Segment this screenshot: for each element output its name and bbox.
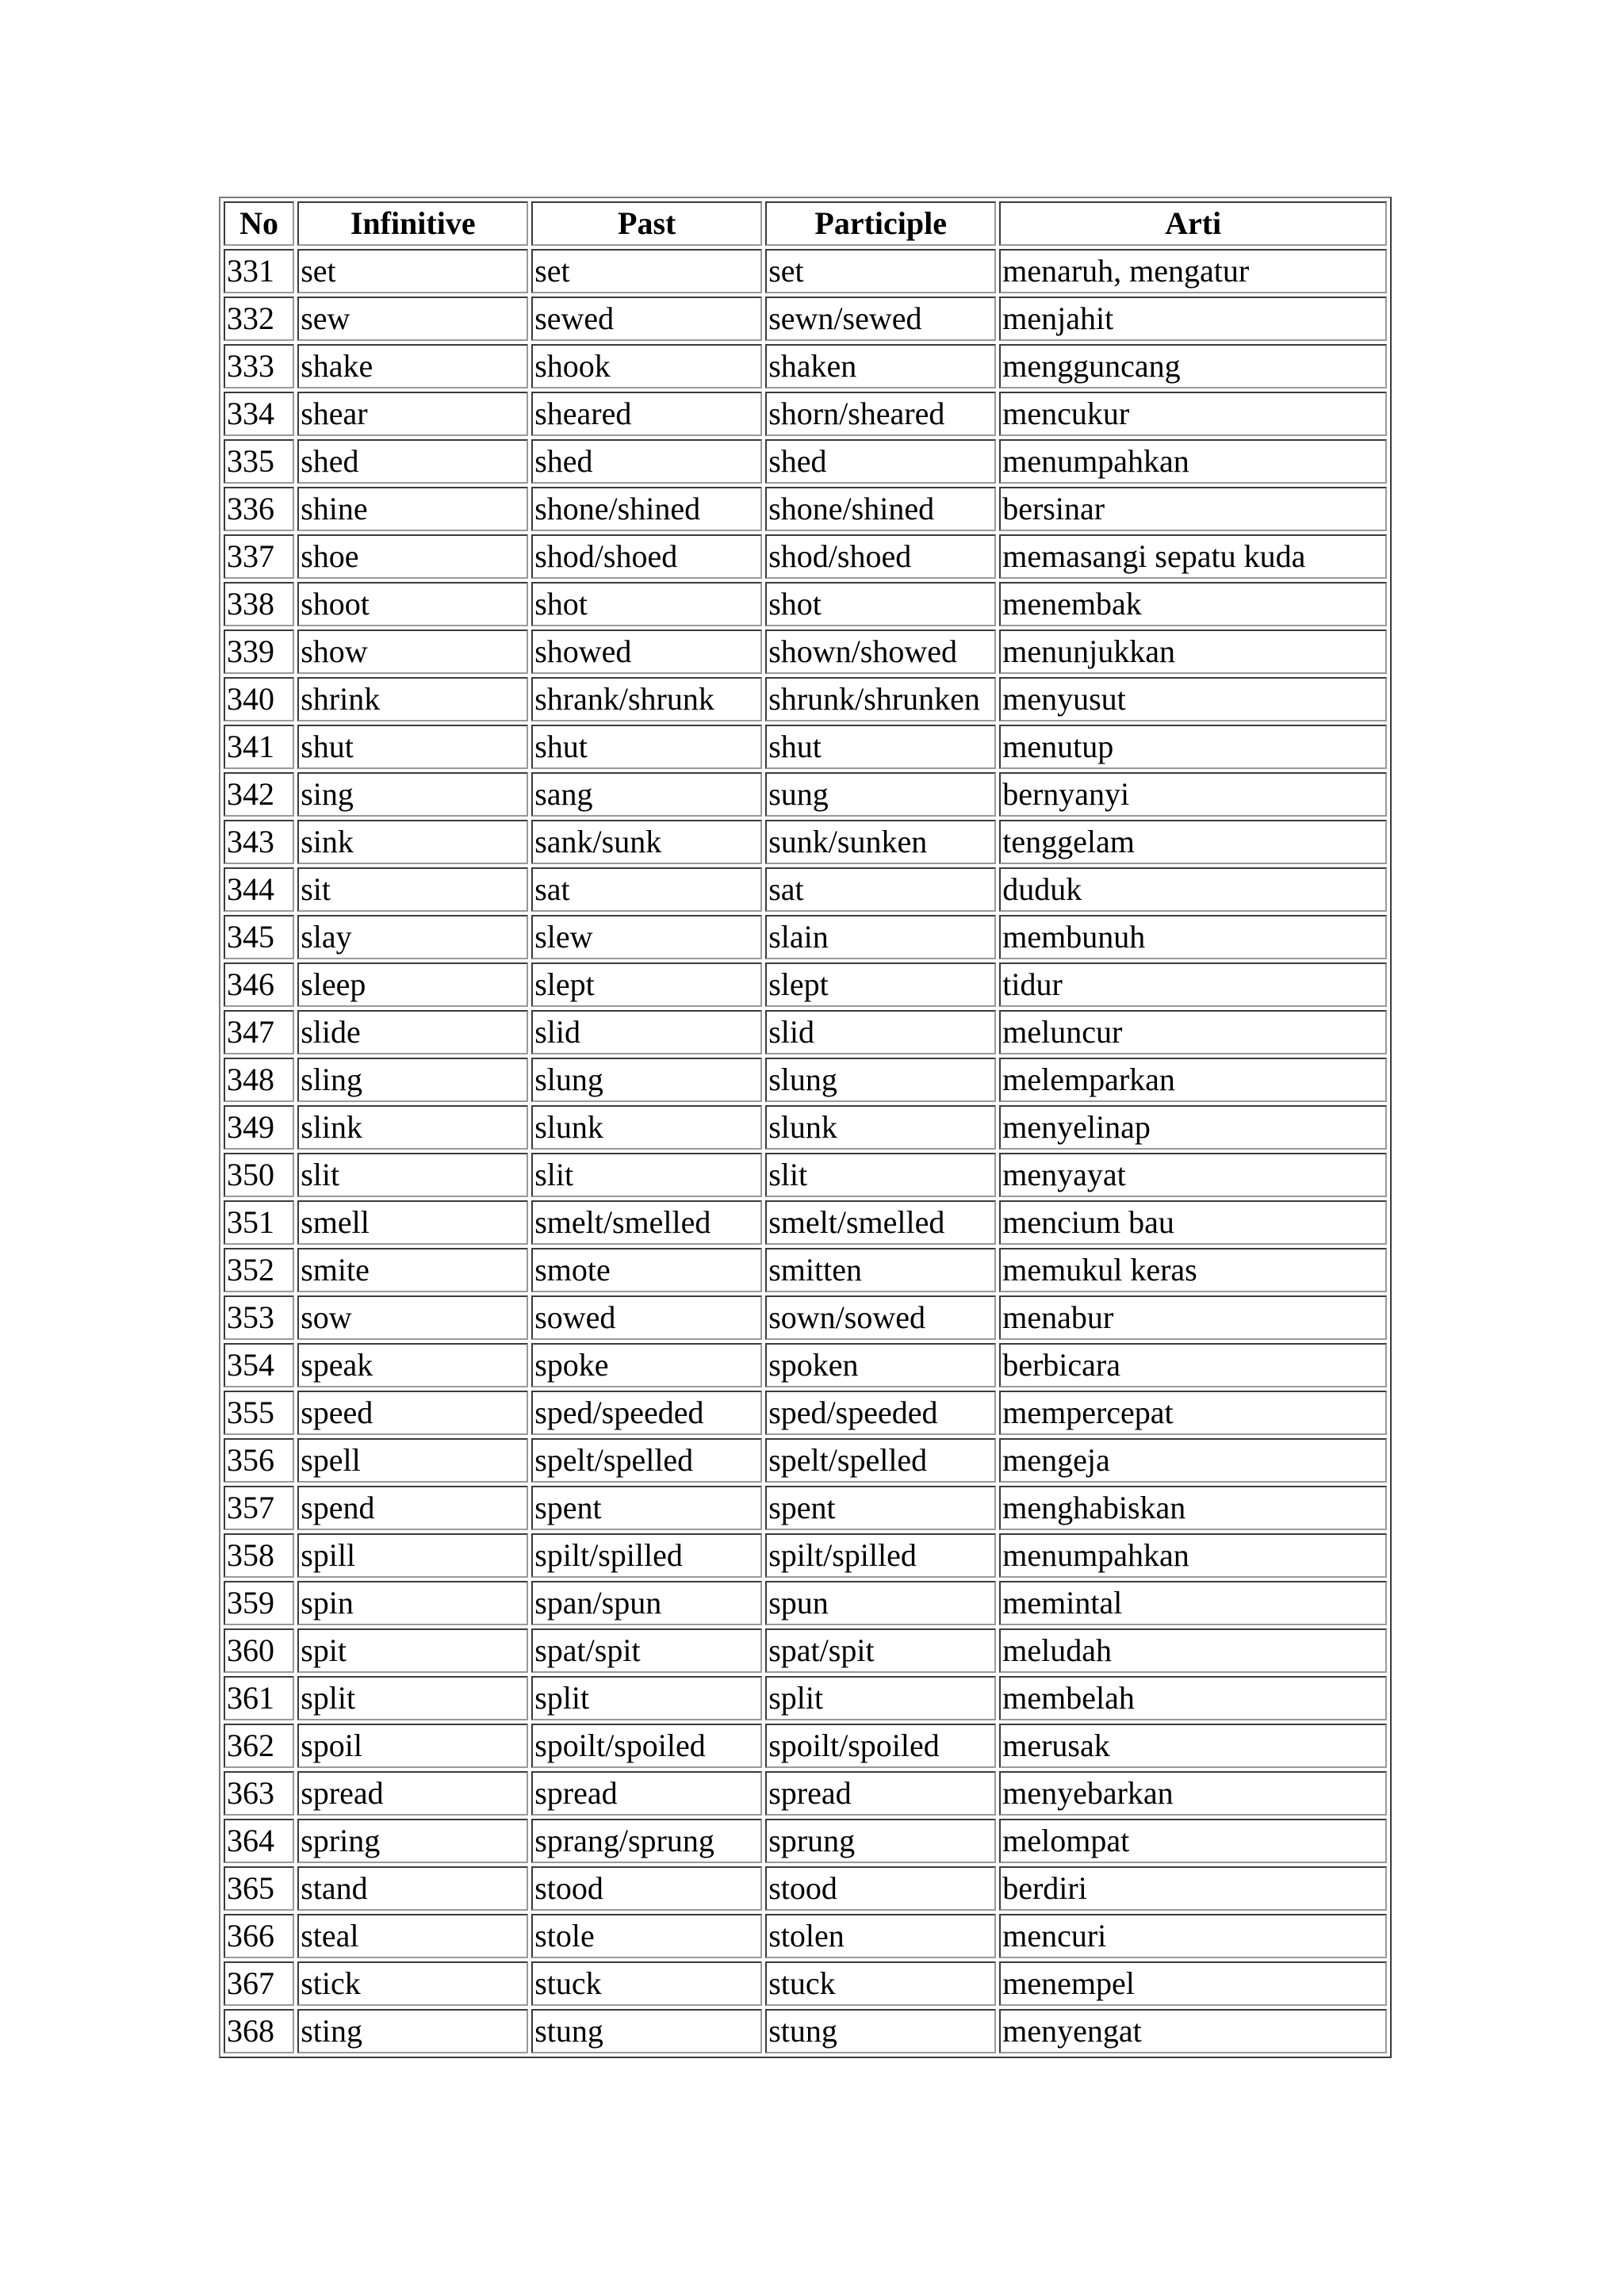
cell-past: spat/spit [531, 1628, 762, 1673]
header-arti: Arti [999, 201, 1387, 246]
cell-arti: duduk [999, 867, 1387, 912]
cell-participle: stolen [765, 1914, 996, 1958]
cell-participle: shot [765, 582, 996, 626]
cell-no: 349 [224, 1105, 294, 1150]
cell-past: slew [531, 915, 762, 959]
cell-arti: mencium bau [999, 1200, 1387, 1245]
cell-arti: memukul keras [999, 1248, 1387, 1292]
cell-participle: spread [765, 1771, 996, 1816]
cell-past: smelt/smelled [531, 1200, 762, 1245]
cell-participle: shaken [765, 344, 996, 388]
table-row [224, 1343, 1387, 1387]
cell-past: shone/shined [531, 487, 762, 531]
cell-infinitive: spin [297, 1581, 528, 1625]
cell-participle: sown/sowed [765, 1295, 996, 1340]
cell-no: 350 [224, 1153, 294, 1197]
cell-past: stole [531, 1914, 762, 1958]
cell-past: sang [531, 772, 762, 817]
cell-infinitive: sink [297, 820, 528, 864]
cell-past: sheared [531, 392, 762, 436]
cell-participle: split [765, 1676, 996, 1720]
cell-infinitive: slink [297, 1105, 528, 1150]
table-row [224, 297, 1387, 341]
cell-past: showed [531, 629, 762, 674]
cell-participle: spent [765, 1486, 996, 1530]
table-row [224, 1819, 1387, 1863]
cell-no: 360 [224, 1628, 294, 1673]
cell-past: stuck [531, 1961, 762, 2006]
cell-no: 337 [224, 534, 294, 579]
cell-past: slung [531, 1058, 762, 1102]
cell-infinitive: sting [297, 2009, 528, 2053]
cell-no: 332 [224, 297, 294, 341]
cell-past: shrank/shrunk [531, 677, 762, 721]
cell-participle: stung [765, 2009, 996, 2053]
cell-infinitive: slit [297, 1153, 528, 1197]
cell-arti: tenggelam [999, 820, 1387, 864]
table-row [224, 1914, 1387, 1958]
cell-arti: berdiri [999, 1866, 1387, 1911]
table-row [224, 1676, 1387, 1720]
cell-participle: stood [765, 1866, 996, 1911]
table-body [224, 249, 1387, 2053]
cell-no: 352 [224, 1248, 294, 1292]
table-row [224, 439, 1387, 484]
cell-participle: smelt/smelled [765, 1200, 996, 1245]
cell-no: 356 [224, 1438, 294, 1483]
cell-participle: sung [765, 772, 996, 817]
table-row [224, 725, 1387, 769]
cell-participle: spelt/spelled [765, 1438, 996, 1483]
table-row [224, 1533, 1387, 1578]
table-row [224, 1628, 1387, 1673]
cell-infinitive: sit [297, 867, 528, 912]
cell-infinitive: shut [297, 725, 528, 769]
cell-infinitive: spring [297, 1819, 528, 1863]
cell-no: 333 [224, 344, 294, 388]
table-header-row [224, 201, 1387, 246]
cell-no: 345 [224, 915, 294, 959]
cell-infinitive: split [297, 1676, 528, 1720]
cell-no: 344 [224, 867, 294, 912]
cell-infinitive: sleep [297, 962, 528, 1007]
header-past: Past [531, 201, 762, 246]
table-row [224, 1438, 1387, 1483]
cell-infinitive: spoil [297, 1724, 528, 1768]
cell-participle: set [765, 249, 996, 293]
cell-past: sat [531, 867, 762, 912]
cell-no: 362 [224, 1724, 294, 1768]
cell-arti: menjahit [999, 297, 1387, 341]
table-row [224, 1200, 1387, 1245]
cell-participle: shed [765, 439, 996, 484]
table-row [224, 344, 1387, 388]
cell-participle: spun [765, 1581, 996, 1625]
cell-infinitive: shake [297, 344, 528, 388]
cell-no: 343 [224, 820, 294, 864]
cell-arti: bernyanyi [999, 772, 1387, 817]
cell-past: slunk [531, 1105, 762, 1150]
table-row [224, 1961, 1387, 2006]
cell-participle: shrunk/shrunken [765, 677, 996, 721]
cell-participle: spoken [765, 1343, 996, 1387]
cell-arti: meludah [999, 1628, 1387, 1673]
cell-past: spoke [531, 1343, 762, 1387]
cell-participle: slid [765, 1010, 996, 1054]
cell-infinitive: set [297, 249, 528, 293]
cell-past: shod/shoed [531, 534, 762, 579]
cell-past: shot [531, 582, 762, 626]
header-no: No [224, 201, 294, 246]
cell-arti: membunuh [999, 915, 1387, 959]
cell-infinitive: shoe [297, 534, 528, 579]
cell-past: shed [531, 439, 762, 484]
cell-past: set [531, 249, 762, 293]
cell-no: 358 [224, 1533, 294, 1578]
cell-participle: shod/shoed [765, 534, 996, 579]
cell-no: 366 [224, 1914, 294, 1958]
table-row [224, 629, 1387, 674]
cell-past: sank/sunk [531, 820, 762, 864]
cell-participle: slunk [765, 1105, 996, 1150]
cell-no: 335 [224, 439, 294, 484]
table-row [224, 1581, 1387, 1625]
cell-no: 340 [224, 677, 294, 721]
cell-no: 354 [224, 1343, 294, 1387]
cell-infinitive: sew [297, 297, 528, 341]
table-row [224, 534, 1387, 579]
cell-participle: sewn/sewed [765, 297, 996, 341]
cell-no: 357 [224, 1486, 294, 1530]
cell-arti: menempel [999, 1961, 1387, 2006]
cell-infinitive: slide [297, 1010, 528, 1054]
cell-arti: memasangi sepatu kuda [999, 534, 1387, 579]
table-row [224, 1248, 1387, 1292]
cell-past: slit [531, 1153, 762, 1197]
cell-arti: mengguncang [999, 344, 1387, 388]
cell-no: 351 [224, 1200, 294, 1245]
table-row [224, 487, 1387, 531]
cell-infinitive: smite [297, 1248, 528, 1292]
header-participle: Participle [765, 201, 996, 246]
cell-past: sowed [531, 1295, 762, 1340]
cell-past: split [531, 1676, 762, 1720]
cell-participle: shorn/sheared [765, 392, 996, 436]
cell-past: smote [531, 1248, 762, 1292]
cell-participle: stuck [765, 1961, 996, 2006]
table-row [224, 1391, 1387, 1435]
cell-past: spoilt/spoiled [531, 1724, 762, 1768]
table-row [224, 1486, 1387, 1530]
cell-arti: menyelinap [999, 1105, 1387, 1150]
cell-past: sprang/sprung [531, 1819, 762, 1863]
cell-arti: menyusut [999, 677, 1387, 721]
cell-infinitive: shine [297, 487, 528, 531]
table-row [224, 677, 1387, 721]
cell-no: 365 [224, 1866, 294, 1911]
cell-arti: menutup [999, 725, 1387, 769]
cell-no: 368 [224, 2009, 294, 2053]
cell-no: 334 [224, 392, 294, 436]
cell-participle: smitten [765, 1248, 996, 1292]
table-row [224, 867, 1387, 912]
table-row [224, 1010, 1387, 1054]
cell-infinitive: shrink [297, 677, 528, 721]
table-row [224, 249, 1387, 293]
cell-infinitive: shear [297, 392, 528, 436]
cell-arti: menunjukkan [999, 629, 1387, 674]
table-row [224, 1866, 1387, 1911]
cell-infinitive: speed [297, 1391, 528, 1435]
cell-no: 348 [224, 1058, 294, 1102]
cell-arti: menumpahkan [999, 1533, 1387, 1578]
cell-no: 346 [224, 962, 294, 1007]
cell-infinitive: stand [297, 1866, 528, 1911]
cell-infinitive: spit [297, 1628, 528, 1673]
cell-no: 339 [224, 629, 294, 674]
cell-no: 363 [224, 1771, 294, 1816]
cell-no: 342 [224, 772, 294, 817]
irregular-verbs-table [219, 197, 1392, 2058]
cell-arti: mempercepat [999, 1391, 1387, 1435]
cell-arti: menyebarkan [999, 1771, 1387, 1816]
cell-infinitive: sow [297, 1295, 528, 1340]
cell-no: 338 [224, 582, 294, 626]
cell-past: spilt/spilled [531, 1533, 762, 1578]
table-row [224, 820, 1387, 864]
cell-no: 359 [224, 1581, 294, 1625]
cell-participle: shut [765, 725, 996, 769]
cell-participle: slit [765, 1153, 996, 1197]
cell-arti: menaruh, mengatur [999, 249, 1387, 293]
cell-past: shut [531, 725, 762, 769]
cell-past: shook [531, 344, 762, 388]
cell-no: 353 [224, 1295, 294, 1340]
cell-no: 331 [224, 249, 294, 293]
cell-arti: bersinar [999, 487, 1387, 531]
table-row [224, 1105, 1387, 1150]
table-row [224, 1724, 1387, 1768]
cell-participle: sprung [765, 1819, 996, 1863]
cell-infinitive: stick [297, 1961, 528, 2006]
cell-arti: meluncur [999, 1010, 1387, 1054]
cell-infinitive: spill [297, 1533, 528, 1578]
cell-past: sewed [531, 297, 762, 341]
cell-arti: memintal [999, 1581, 1387, 1625]
cell-participle: sunk/sunken [765, 820, 996, 864]
cell-infinitive: shoot [297, 582, 528, 626]
cell-infinitive: sing [297, 772, 528, 817]
table-row [224, 772, 1387, 817]
cell-participle: sat [765, 867, 996, 912]
cell-infinitive: steal [297, 1914, 528, 1958]
cell-arti: melompat [999, 1819, 1387, 1863]
cell-past: slid [531, 1010, 762, 1054]
cell-participle: spat/spit [765, 1628, 996, 1673]
cell-infinitive: show [297, 629, 528, 674]
cell-infinitive: spend [297, 1486, 528, 1530]
cell-arti: menyengat [999, 2009, 1387, 2053]
cell-arti: melemparkan [999, 1058, 1387, 1102]
table-row [224, 2009, 1387, 2053]
cell-participle: sped/speeded [765, 1391, 996, 1435]
header-infinitive: Infinitive [297, 201, 528, 246]
table-row [224, 1295, 1387, 1340]
table-row [224, 582, 1387, 626]
table-row [224, 1153, 1387, 1197]
cell-infinitive: slay [297, 915, 528, 959]
cell-past: slept [531, 962, 762, 1007]
cell-participle: spilt/spilled [765, 1533, 996, 1578]
cell-past: span/spun [531, 1581, 762, 1625]
cell-infinitive: sling [297, 1058, 528, 1102]
cell-participle: spoilt/spoiled [765, 1724, 996, 1768]
cell-past: spread [531, 1771, 762, 1816]
table-row [224, 1058, 1387, 1102]
cell-arti: mengeja [999, 1438, 1387, 1483]
cell-no: 355 [224, 1391, 294, 1435]
cell-past: spelt/spelled [531, 1438, 762, 1483]
cell-arti: berbicara [999, 1343, 1387, 1387]
cell-participle: shown/showed [765, 629, 996, 674]
cell-arti: menabur [999, 1295, 1387, 1340]
cell-participle: slain [765, 915, 996, 959]
cell-arti: membelah [999, 1676, 1387, 1720]
cell-arti: merusak [999, 1724, 1387, 1768]
cell-arti: menumpahkan [999, 439, 1387, 484]
cell-participle: slung [765, 1058, 996, 1102]
table-row [224, 962, 1387, 1007]
cell-participle: shone/shined [765, 487, 996, 531]
cell-past: sped/speeded [531, 1391, 762, 1435]
table-row [224, 392, 1387, 436]
cell-no: 367 [224, 1961, 294, 2006]
cell-past: stung [531, 2009, 762, 2053]
cell-arti: mencukur [999, 392, 1387, 436]
cell-infinitive: smell [297, 1200, 528, 1245]
cell-no: 361 [224, 1676, 294, 1720]
cell-no: 336 [224, 487, 294, 531]
cell-arti: menyayat [999, 1153, 1387, 1197]
table-row [224, 915, 1387, 959]
cell-no: 347 [224, 1010, 294, 1054]
cell-past: spent [531, 1486, 762, 1530]
cell-infinitive: spell [297, 1438, 528, 1483]
cell-past: stood [531, 1866, 762, 1911]
cell-participle: slept [765, 962, 996, 1007]
cell-arti: menembak [999, 582, 1387, 626]
cell-no: 341 [224, 725, 294, 769]
cell-no: 364 [224, 1819, 294, 1863]
cell-infinitive: spread [297, 1771, 528, 1816]
cell-arti: tidur [999, 962, 1387, 1007]
cell-arti: mencuri [999, 1914, 1387, 1958]
cell-arti: menghabiskan [999, 1486, 1387, 1530]
cell-infinitive: speak [297, 1343, 528, 1387]
cell-infinitive: shed [297, 439, 528, 484]
table-row [224, 1771, 1387, 1816]
